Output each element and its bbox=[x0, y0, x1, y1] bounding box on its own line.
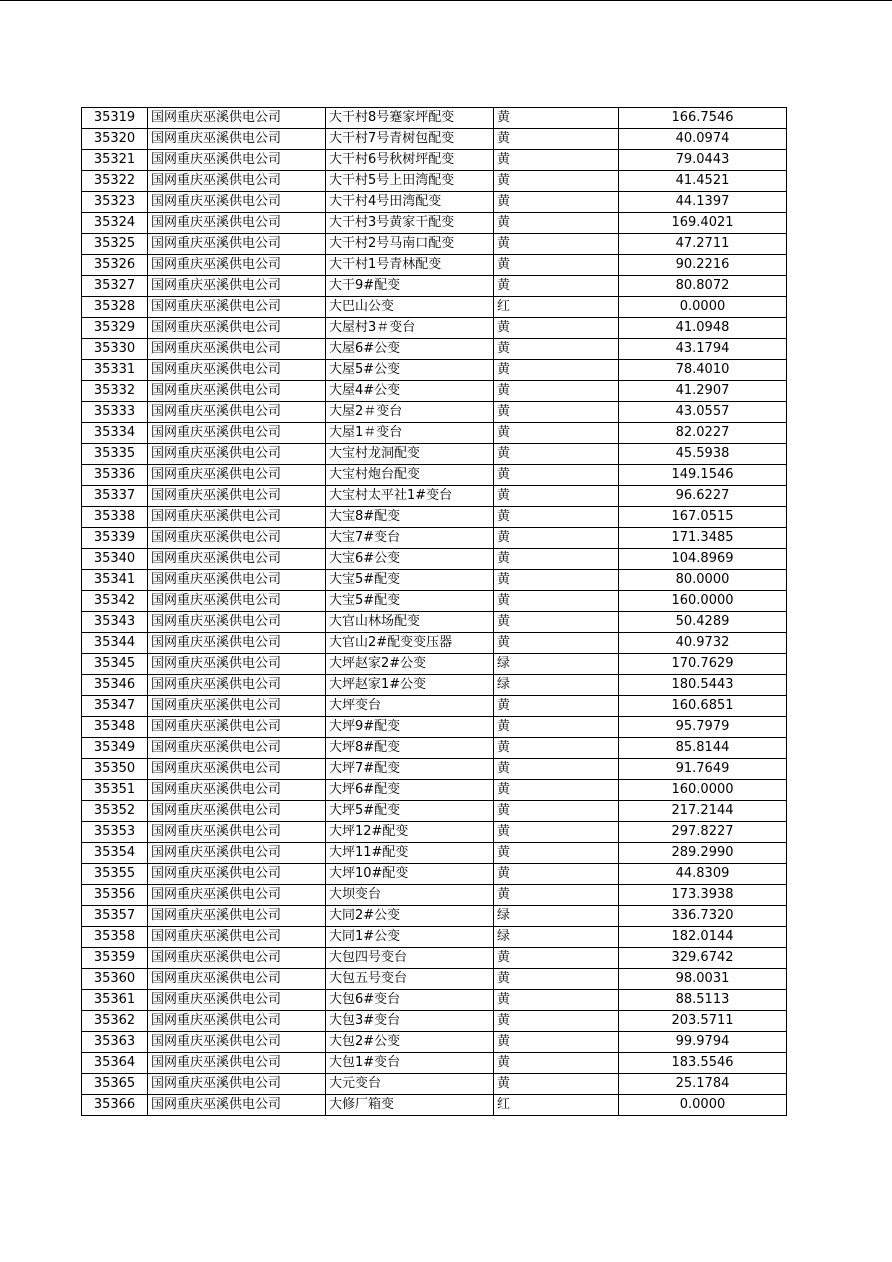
cell-transformer-name: 大包四号变台 bbox=[326, 948, 494, 969]
cell-transformer-name: 大干村2号马南口配变 bbox=[326, 234, 494, 255]
cell-status: 黄 bbox=[494, 1053, 619, 1074]
cell-value: 25.1784 bbox=[619, 1074, 787, 1095]
cell-value: 43.1794 bbox=[619, 339, 787, 360]
cell-value: 0.0000 bbox=[619, 297, 787, 318]
cell-id: 35323 bbox=[82, 192, 148, 213]
cell-company: 国网重庆巫溪供电公司 bbox=[148, 612, 326, 633]
cell-transformer-name: 大屋5#公变 bbox=[326, 360, 494, 381]
cell-id: 35321 bbox=[82, 150, 148, 171]
cell-value: 43.0557 bbox=[619, 402, 787, 423]
cell-transformer-name: 大屋4#公变 bbox=[326, 381, 494, 402]
cell-company: 国网重庆巫溪供电公司 bbox=[148, 276, 326, 297]
cell-status: 黄 bbox=[494, 591, 619, 612]
cell-value: 167.0515 bbox=[619, 507, 787, 528]
cell-status: 黄 bbox=[494, 633, 619, 654]
cell-company: 国网重庆巫溪供电公司 bbox=[148, 822, 326, 843]
cell-company: 国网重庆巫溪供电公司 bbox=[148, 738, 326, 759]
cell-transformer-name: 大干村8号蹇家坪配变 bbox=[326, 108, 494, 129]
cell-company: 国网重庆巫溪供电公司 bbox=[148, 780, 326, 801]
cell-status: 黄 bbox=[494, 969, 619, 990]
cell-transformer-name: 大干村4号田湾配变 bbox=[326, 192, 494, 213]
cell-company: 国网重庆巫溪供电公司 bbox=[148, 864, 326, 885]
table-row bbox=[82, 969, 787, 990]
cell-value: 182.0144 bbox=[619, 927, 787, 948]
cell-id: 35343 bbox=[82, 612, 148, 633]
cell-value: 82.0227 bbox=[619, 423, 787, 444]
table-row bbox=[82, 360, 787, 381]
cell-status: 黄 bbox=[494, 507, 619, 528]
table-row bbox=[82, 654, 787, 675]
cell-value: 45.5938 bbox=[619, 444, 787, 465]
cell-transformer-name: 大宝8#配变 bbox=[326, 507, 494, 528]
page-top-rule bbox=[0, 0, 892, 1]
cell-transformer-name: 大坪7#配变 bbox=[326, 759, 494, 780]
cell-value: 171.3485 bbox=[619, 528, 787, 549]
cell-company: 国网重庆巫溪供电公司 bbox=[148, 528, 326, 549]
table-row bbox=[82, 549, 787, 570]
cell-status: 黄 bbox=[494, 864, 619, 885]
cell-transformer-name: 大元变台 bbox=[326, 1074, 494, 1095]
cell-value: 297.8227 bbox=[619, 822, 787, 843]
cell-id: 35327 bbox=[82, 276, 148, 297]
cell-id: 35347 bbox=[82, 696, 148, 717]
table-row bbox=[82, 927, 787, 948]
table-row bbox=[82, 864, 787, 885]
cell-transformer-name: 大同1#公变 bbox=[326, 927, 494, 948]
cell-company: 国网重庆巫溪供电公司 bbox=[148, 339, 326, 360]
cell-company: 国网重庆巫溪供电公司 bbox=[148, 1032, 326, 1053]
cell-id: 35342 bbox=[82, 591, 148, 612]
cell-value: 329.6742 bbox=[619, 948, 787, 969]
cell-value: 99.9794 bbox=[619, 1032, 787, 1053]
cell-company: 国网重庆巫溪供电公司 bbox=[148, 801, 326, 822]
cell-status: 红 bbox=[494, 1095, 619, 1116]
cell-transformer-name: 大同2#公变 bbox=[326, 906, 494, 927]
cell-status: 黄 bbox=[494, 696, 619, 717]
cell-status: 黄 bbox=[494, 948, 619, 969]
cell-company: 国网重庆巫溪供电公司 bbox=[148, 1011, 326, 1032]
cell-company: 国网重庆巫溪供电公司 bbox=[148, 192, 326, 213]
cell-value: 183.5546 bbox=[619, 1053, 787, 1074]
cell-value: 78.4010 bbox=[619, 360, 787, 381]
table-row bbox=[82, 339, 787, 360]
table-row bbox=[82, 255, 787, 276]
cell-status: 黄 bbox=[494, 780, 619, 801]
cell-status: 黄 bbox=[494, 1074, 619, 1095]
cell-status: 黄 bbox=[494, 360, 619, 381]
cell-status: 黄 bbox=[494, 990, 619, 1011]
cell-id: 35331 bbox=[82, 360, 148, 381]
cell-transformer-name: 大包五号变台 bbox=[326, 969, 494, 990]
cell-value: 80.0000 bbox=[619, 570, 787, 591]
cell-value: 160.0000 bbox=[619, 780, 787, 801]
cell-id: 35353 bbox=[82, 822, 148, 843]
cell-transformer-name: 大宝6#公变 bbox=[326, 549, 494, 570]
cell-status: 黄 bbox=[494, 1032, 619, 1053]
cell-transformer-name: 大包2#公变 bbox=[326, 1032, 494, 1053]
cell-transformer-name: 大坪10#配变 bbox=[326, 864, 494, 885]
cell-id: 35356 bbox=[82, 885, 148, 906]
cell-transformer-name: 大宝村炮台配变 bbox=[326, 465, 494, 486]
cell-id: 35340 bbox=[82, 549, 148, 570]
cell-id: 35319 bbox=[82, 108, 148, 129]
cell-transformer-name: 大屋1＃变台 bbox=[326, 423, 494, 444]
table-row bbox=[82, 1032, 787, 1053]
cell-transformer-name: 大坪变台 bbox=[326, 696, 494, 717]
table-row bbox=[82, 1095, 787, 1116]
table-row bbox=[82, 402, 787, 423]
cell-id: 35351 bbox=[82, 780, 148, 801]
cell-company: 国网重庆巫溪供电公司 bbox=[148, 570, 326, 591]
cell-id: 35334 bbox=[82, 423, 148, 444]
cell-status: 黄 bbox=[494, 528, 619, 549]
cell-id: 35325 bbox=[82, 234, 148, 255]
table-row bbox=[82, 318, 787, 339]
cell-status: 黄 bbox=[494, 843, 619, 864]
cell-id: 35320 bbox=[82, 129, 148, 150]
cell-company: 国网重庆巫溪供电公司 bbox=[148, 465, 326, 486]
cell-id: 35330 bbox=[82, 339, 148, 360]
cell-transformer-name: 大包6#变台 bbox=[326, 990, 494, 1011]
cell-value: 166.7546 bbox=[619, 108, 787, 129]
cell-value: 47.2711 bbox=[619, 234, 787, 255]
cell-value: 169.4021 bbox=[619, 213, 787, 234]
table-row bbox=[82, 948, 787, 969]
cell-id: 35329 bbox=[82, 318, 148, 339]
cell-value: 104.8969 bbox=[619, 549, 787, 570]
cell-id: 35337 bbox=[82, 486, 148, 507]
cell-company: 国网重庆巫溪供电公司 bbox=[148, 150, 326, 171]
cell-company: 国网重庆巫溪供电公司 bbox=[148, 381, 326, 402]
table-row bbox=[82, 171, 787, 192]
cell-transformer-name: 大坪赵家2#公变 bbox=[326, 654, 494, 675]
cell-id: 35365 bbox=[82, 1074, 148, 1095]
cell-id: 35355 bbox=[82, 864, 148, 885]
cell-id: 35348 bbox=[82, 717, 148, 738]
cell-company: 国网重庆巫溪供电公司 bbox=[148, 444, 326, 465]
cell-status: 黄 bbox=[494, 612, 619, 633]
cell-value: 85.8144 bbox=[619, 738, 787, 759]
cell-value: 217.2144 bbox=[619, 801, 787, 822]
cell-status: 黄 bbox=[494, 213, 619, 234]
cell-value: 170.7629 bbox=[619, 654, 787, 675]
cell-id: 35322 bbox=[82, 171, 148, 192]
table-row bbox=[82, 801, 787, 822]
cell-id: 35338 bbox=[82, 507, 148, 528]
cell-transformer-name: 大坪5#配变 bbox=[326, 801, 494, 822]
cell-transformer-name: 大官山2#配变变压器 bbox=[326, 633, 494, 654]
table-row bbox=[82, 696, 787, 717]
cell-status: 黄 bbox=[494, 885, 619, 906]
cell-status: 红 bbox=[494, 297, 619, 318]
table-row bbox=[82, 108, 787, 129]
table-row bbox=[82, 507, 787, 528]
cell-id: 35361 bbox=[82, 990, 148, 1011]
cell-company: 国网重庆巫溪供电公司 bbox=[148, 1095, 326, 1116]
cell-id: 35357 bbox=[82, 906, 148, 927]
cell-transformer-name: 大宝5#配变 bbox=[326, 570, 494, 591]
cell-transformer-name: 大干村6号秋树坪配变 bbox=[326, 150, 494, 171]
cell-company: 国网重庆巫溪供电公司 bbox=[148, 108, 326, 129]
cell-transformer-name: 大坪8#配变 bbox=[326, 738, 494, 759]
cell-status: 黄 bbox=[494, 444, 619, 465]
cell-status: 黄 bbox=[494, 150, 619, 171]
cell-company: 国网重庆巫溪供电公司 bbox=[148, 486, 326, 507]
cell-company: 国网重庆巫溪供电公司 bbox=[148, 297, 326, 318]
cell-status: 黄 bbox=[494, 801, 619, 822]
cell-value: 79.0443 bbox=[619, 150, 787, 171]
cell-id: 35326 bbox=[82, 255, 148, 276]
table-row bbox=[82, 843, 787, 864]
cell-transformer-name: 大修厂箱变 bbox=[326, 1095, 494, 1116]
cell-company: 国网重庆巫溪供电公司 bbox=[148, 129, 326, 150]
cell-company: 国网重庆巫溪供电公司 bbox=[148, 591, 326, 612]
cell-transformer-name: 大坪9#配变 bbox=[326, 717, 494, 738]
table-row bbox=[82, 1053, 787, 1074]
cell-company: 国网重庆巫溪供电公司 bbox=[148, 654, 326, 675]
cell-transformer-name: 大干9#配变 bbox=[326, 276, 494, 297]
cell-id: 35345 bbox=[82, 654, 148, 675]
cell-value: 50.4289 bbox=[619, 612, 787, 633]
cell-id: 35352 bbox=[82, 801, 148, 822]
cell-transformer-name: 大屋2＃变台 bbox=[326, 402, 494, 423]
cell-company: 国网重庆巫溪供电公司 bbox=[148, 255, 326, 276]
cell-id: 35341 bbox=[82, 570, 148, 591]
cell-id: 35362 bbox=[82, 1011, 148, 1032]
cell-company: 国网重庆巫溪供电公司 bbox=[148, 843, 326, 864]
cell-value: 41.4521 bbox=[619, 171, 787, 192]
cell-id: 35363 bbox=[82, 1032, 148, 1053]
cell-transformer-name: 大坪12#配变 bbox=[326, 822, 494, 843]
cell-status: 绿 bbox=[494, 654, 619, 675]
table-row bbox=[82, 423, 787, 444]
cell-status: 绿 bbox=[494, 906, 619, 927]
cell-company: 国网重庆巫溪供电公司 bbox=[148, 948, 326, 969]
cell-value: 91.7649 bbox=[619, 759, 787, 780]
cell-company: 国网重庆巫溪供电公司 bbox=[148, 885, 326, 906]
cell-transformer-name: 大坪11#配变 bbox=[326, 843, 494, 864]
table-row bbox=[82, 465, 787, 486]
cell-status: 黄 bbox=[494, 423, 619, 444]
cell-status: 黄 bbox=[494, 717, 619, 738]
table-row bbox=[82, 759, 787, 780]
cell-transformer-name: 大包3#变台 bbox=[326, 1011, 494, 1032]
cell-status: 黄 bbox=[494, 234, 619, 255]
cell-id: 35354 bbox=[82, 843, 148, 864]
cell-id: 35333 bbox=[82, 402, 148, 423]
table-row bbox=[82, 1074, 787, 1095]
table-row bbox=[82, 129, 787, 150]
table-row bbox=[82, 738, 787, 759]
cell-status: 黄 bbox=[494, 276, 619, 297]
table-row bbox=[82, 234, 787, 255]
cell-transformer-name: 大坝变台 bbox=[326, 885, 494, 906]
table-row bbox=[82, 276, 787, 297]
cell-value: 88.5113 bbox=[619, 990, 787, 1011]
cell-status: 黄 bbox=[494, 192, 619, 213]
cell-company: 国网重庆巫溪供电公司 bbox=[148, 213, 326, 234]
cell-company: 国网重庆巫溪供电公司 bbox=[148, 906, 326, 927]
cell-status: 黄 bbox=[494, 465, 619, 486]
cell-value: 203.5711 bbox=[619, 1011, 787, 1032]
cell-company: 国网重庆巫溪供电公司 bbox=[148, 675, 326, 696]
table-row bbox=[82, 717, 787, 738]
cell-company: 国网重庆巫溪供电公司 bbox=[148, 717, 326, 738]
cell-value: 180.5443 bbox=[619, 675, 787, 696]
cell-transformer-name: 大干村7号青树包配变 bbox=[326, 129, 494, 150]
cell-value: 41.0948 bbox=[619, 318, 787, 339]
cell-id: 35359 bbox=[82, 948, 148, 969]
table-row bbox=[82, 444, 787, 465]
cell-id: 35332 bbox=[82, 381, 148, 402]
cell-company: 国网重庆巫溪供电公司 bbox=[148, 360, 326, 381]
table-row bbox=[82, 150, 787, 171]
cell-status: 黄 bbox=[494, 549, 619, 570]
cell-transformer-name: 大干村5号上田湾配变 bbox=[326, 171, 494, 192]
cell-value: 40.9732 bbox=[619, 633, 787, 654]
cell-company: 国网重庆巫溪供电公司 bbox=[148, 927, 326, 948]
cell-value: 95.7979 bbox=[619, 717, 787, 738]
cell-transformer-name: 大屋村3＃变台 bbox=[326, 318, 494, 339]
cell-value: 149.1546 bbox=[619, 465, 787, 486]
cell-company: 国网重庆巫溪供电公司 bbox=[148, 234, 326, 255]
cell-status: 黄 bbox=[494, 486, 619, 507]
table-row bbox=[82, 990, 787, 1011]
cell-status: 黄 bbox=[494, 738, 619, 759]
cell-status: 绿 bbox=[494, 675, 619, 696]
table-row bbox=[82, 486, 787, 507]
table-row bbox=[82, 633, 787, 654]
table-body bbox=[82, 108, 787, 1116]
table-row bbox=[82, 675, 787, 696]
cell-status: 黄 bbox=[494, 1011, 619, 1032]
cell-status: 黄 bbox=[494, 318, 619, 339]
cell-status: 黄 bbox=[494, 381, 619, 402]
table-row bbox=[82, 381, 787, 402]
cell-value: 44.1397 bbox=[619, 192, 787, 213]
cell-status: 黄 bbox=[494, 822, 619, 843]
cell-id: 35328 bbox=[82, 297, 148, 318]
table-row bbox=[82, 906, 787, 927]
cell-transformer-name: 大宝7#变台 bbox=[326, 528, 494, 549]
cell-company: 国网重庆巫溪供电公司 bbox=[148, 549, 326, 570]
cell-status: 黄 bbox=[494, 171, 619, 192]
cell-value: 80.8072 bbox=[619, 276, 787, 297]
cell-transformer-name: 大宝村太平社1#变台 bbox=[326, 486, 494, 507]
cell-transformer-name: 大干村1号青林配变 bbox=[326, 255, 494, 276]
cell-status: 黄 bbox=[494, 339, 619, 360]
cell-value: 173.3938 bbox=[619, 885, 787, 906]
cell-id: 35339 bbox=[82, 528, 148, 549]
cell-id: 35349 bbox=[82, 738, 148, 759]
table-row bbox=[82, 213, 787, 234]
cell-company: 国网重庆巫溪供电公司 bbox=[148, 402, 326, 423]
cell-value: 90.2216 bbox=[619, 255, 787, 276]
cell-transformer-name: 大宝5#配变 bbox=[326, 591, 494, 612]
cell-transformer-name: 大干村3号黄家干配变 bbox=[326, 213, 494, 234]
table-row bbox=[82, 885, 787, 906]
cell-transformer-name: 大巴山公变 bbox=[326, 297, 494, 318]
cell-id: 35346 bbox=[82, 675, 148, 696]
cell-transformer-name: 大坪6#配变 bbox=[326, 780, 494, 801]
cell-company: 国网重庆巫溪供电公司 bbox=[148, 990, 326, 1011]
cell-company: 国网重庆巫溪供电公司 bbox=[148, 507, 326, 528]
table-row bbox=[82, 192, 787, 213]
cell-value: 44.8309 bbox=[619, 864, 787, 885]
cell-id: 35360 bbox=[82, 969, 148, 990]
cell-company: 国网重庆巫溪供电公司 bbox=[148, 633, 326, 654]
cell-id: 35344 bbox=[82, 633, 148, 654]
cell-status: 绿 bbox=[494, 927, 619, 948]
table-row bbox=[82, 591, 787, 612]
table-row bbox=[82, 780, 787, 801]
table-row bbox=[82, 1011, 787, 1032]
cell-transformer-name: 大官山林场配变 bbox=[326, 612, 494, 633]
cell-value: 336.7320 bbox=[619, 906, 787, 927]
cell-value: 289.2990 bbox=[619, 843, 787, 864]
cell-company: 国网重庆巫溪供电公司 bbox=[148, 969, 326, 990]
cell-transformer-name: 大包1#变台 bbox=[326, 1053, 494, 1074]
cell-value: 41.2907 bbox=[619, 381, 787, 402]
table-row bbox=[82, 822, 787, 843]
table-row bbox=[82, 297, 787, 318]
cell-id: 35336 bbox=[82, 465, 148, 486]
cell-status: 黄 bbox=[494, 402, 619, 423]
cell-id: 35364 bbox=[82, 1053, 148, 1074]
cell-status: 黄 bbox=[494, 108, 619, 129]
cell-value: 96.6227 bbox=[619, 486, 787, 507]
cell-value: 0.0000 bbox=[619, 1095, 787, 1116]
cell-transformer-name: 大坪赵家1#公变 bbox=[326, 675, 494, 696]
cell-company: 国网重庆巫溪供电公司 bbox=[148, 318, 326, 339]
cell-value: 160.6851 bbox=[619, 696, 787, 717]
table-row bbox=[82, 570, 787, 591]
cell-company: 国网重庆巫溪供电公司 bbox=[148, 1074, 326, 1095]
cell-id: 35324 bbox=[82, 213, 148, 234]
cell-company: 国网重庆巫溪供电公司 bbox=[148, 759, 326, 780]
cell-company: 国网重庆巫溪供电公司 bbox=[148, 423, 326, 444]
cell-value: 40.0974 bbox=[619, 129, 787, 150]
cell-transformer-name: 大屋6#公变 bbox=[326, 339, 494, 360]
cell-value: 160.0000 bbox=[619, 591, 787, 612]
data-table bbox=[81, 107, 787, 1116]
cell-company: 国网重庆巫溪供电公司 bbox=[148, 696, 326, 717]
cell-status: 黄 bbox=[494, 129, 619, 150]
table-row bbox=[82, 612, 787, 633]
cell-status: 黄 bbox=[494, 570, 619, 591]
cell-value: 98.0031 bbox=[619, 969, 787, 990]
cell-id: 35366 bbox=[82, 1095, 148, 1116]
cell-status: 黄 bbox=[494, 255, 619, 276]
cell-id: 35350 bbox=[82, 759, 148, 780]
cell-id: 35358 bbox=[82, 927, 148, 948]
cell-status: 黄 bbox=[494, 759, 619, 780]
cell-transformer-name: 大宝村龙洞配变 bbox=[326, 444, 494, 465]
table-row bbox=[82, 528, 787, 549]
cell-id: 35335 bbox=[82, 444, 148, 465]
cell-company: 国网重庆巫溪供电公司 bbox=[148, 171, 326, 192]
cell-company: 国网重庆巫溪供电公司 bbox=[148, 1053, 326, 1074]
